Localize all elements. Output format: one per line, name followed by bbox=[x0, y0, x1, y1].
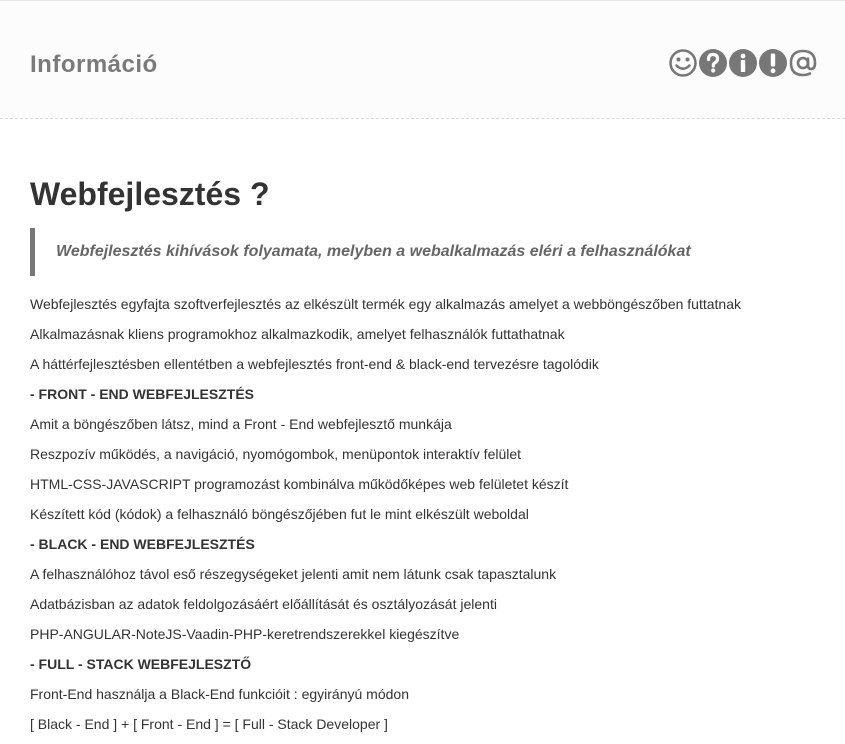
at-sign-icon[interactable] bbox=[788, 48, 818, 78]
paragraph: HTML-CSS-JAVASCRIPT programozást kombinálva működőképes web felületet készít bbox=[30, 476, 569, 492]
intro-quote: Webfejlesztés kihívások folyamata, melyben a webalkalmazás eléri a felhasználókat bbox=[30, 228, 820, 276]
paragraph: Amit a böngészőben látsz, mind a Front - End webfejlesztő munkája bbox=[30, 416, 452, 432]
section-heading: - BLACK - END WEBFEJLESZTÉS bbox=[30, 536, 255, 552]
section-heading: - FRONT - END WEBFEJLESZTÉS bbox=[30, 386, 254, 402]
smiley-icon[interactable] bbox=[668, 48, 698, 78]
question-icon[interactable] bbox=[698, 48, 728, 78]
paragraph-list bbox=[30, 294, 820, 744]
paragraph: A felhasználóhoz távol eső részegységeket jelenti amit nem látunk csak tapasztalunk bbox=[30, 566, 557, 582]
paragraph: Alkalmazásnak kliens programokhoz alkalmazkodik, amelyet felhasználók futtathatnak bbox=[30, 326, 565, 342]
info-icon[interactable] bbox=[728, 48, 758, 78]
paragraph: A háttérfejlesztésben ellentétben a webfejlesztés front-end & black-end tervezésre tagolódik bbox=[30, 356, 599, 372]
paragraph: Front-End használja a Black-End funkcióit : egyirányú módon bbox=[30, 686, 409, 702]
page-header bbox=[0, 1, 845, 119]
main-content bbox=[30, 170, 820, 744]
header-icon-bar bbox=[668, 48, 818, 78]
paragraph: Készített kód (kódok) a felhasználó böngészőjében fut le mint elkészült weboldal bbox=[30, 506, 529, 522]
paragraph: Adatbázisban az adatok feldolgozásáért előállítását és osztályozását jelenti bbox=[30, 596, 497, 612]
section-heading: - FULL - STACK WEBFEJLESZTŐ bbox=[30, 656, 252, 672]
page-title: Webfejlesztés ? bbox=[30, 176, 270, 212]
paragraph: PHP-ANGULAR-NoteJS-Vaadin-PHP-keretrendszerekkel kiegészítve bbox=[30, 626, 460, 642]
brand-title[interactable]: Információ bbox=[30, 51, 158, 78]
exclamation-icon[interactable] bbox=[758, 48, 788, 78]
paragraph: Webfejlesztés egyfajta szoftverfejlesztés az elkészült termék egy alkalmazás amelyet a webböngészőben futtatnak bbox=[30, 296, 741, 312]
paragraph: [ Black - End ] + [ Front - End ] = [ Full - Stack Developer ] bbox=[30, 716, 388, 732]
paragraph: Reszpozív működés, a navigáció, nyomógombok, menüpontok interaktív felület bbox=[30, 446, 522, 462]
